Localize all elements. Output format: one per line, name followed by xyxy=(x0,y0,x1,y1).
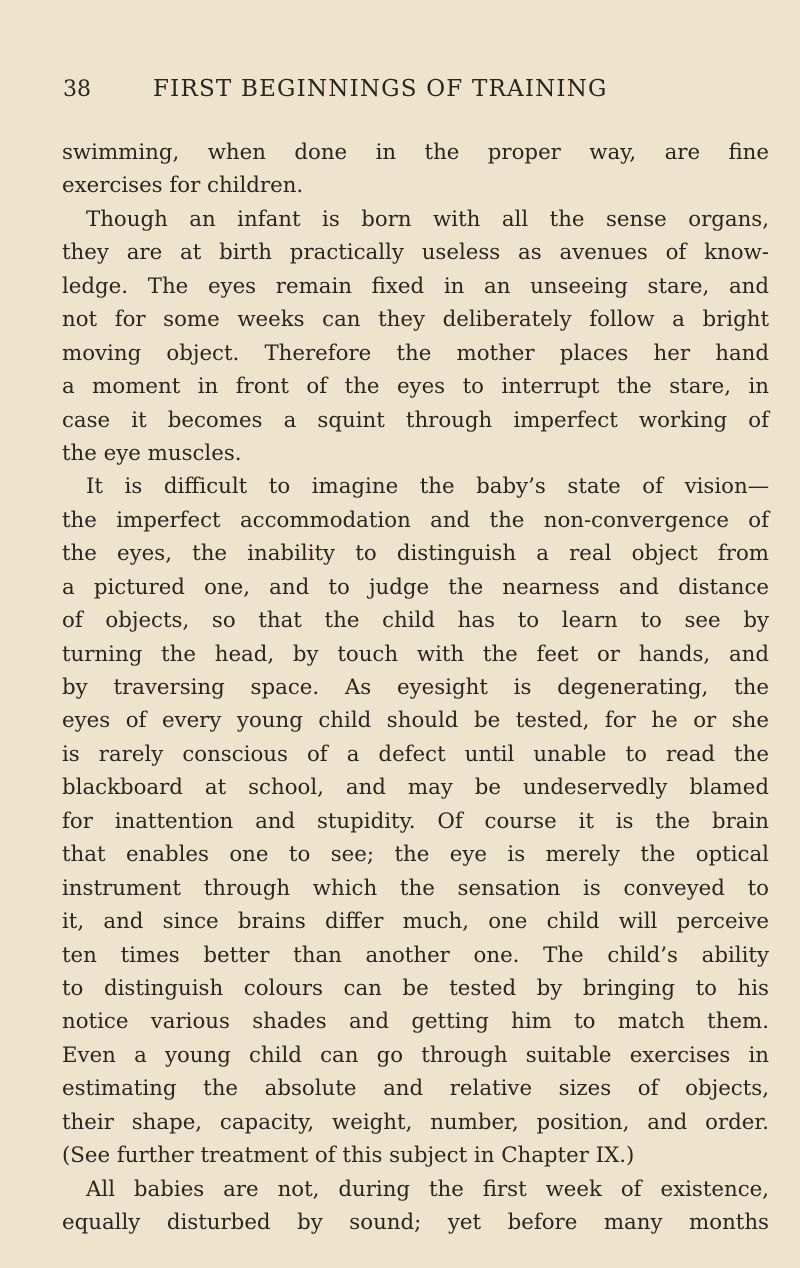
text-line: (See further treatment of this subject in Chapter IX.) xyxy=(62,1143,635,1169)
text-line: estimating the absolute and relative sizes of objects, xyxy=(62,1076,769,1102)
page-number: 38 xyxy=(63,77,91,102)
text-line: a moment in front of the eyes to interrupt the stare, in xyxy=(62,374,769,400)
text-line: the imperfect accommodation and the non-convergence of xyxy=(62,507,769,533)
text-line: to distinguish colours can be tested by bringing to his xyxy=(62,975,769,1001)
text-line: case it becomes a squint through imperfect working of xyxy=(62,407,769,433)
text-line: the eye muscles. xyxy=(62,440,242,466)
text-line: turning the head, by touch with the feet or hands, and xyxy=(62,641,769,667)
text-line: of objects, so that the child has to learn to see by xyxy=(62,608,769,634)
text-line: not for some weeks can they deliberately follow a bright xyxy=(62,307,769,333)
text-line: a pictured one, and to judge the nearness and distance xyxy=(62,574,769,600)
text-line: they are at birth practically useless as avenues of know- xyxy=(62,240,769,266)
text-line: notice various shades and getting him to match them. xyxy=(62,1009,769,1035)
text-line: exercises for children. xyxy=(62,173,304,199)
text-line: blackboard at school, and may be undeservedly blamed xyxy=(62,775,769,801)
text-line: All babies are not, during the first week of existence, xyxy=(86,1176,769,1202)
text-line: for inattention and stupidity. Of course it is the brain xyxy=(62,808,769,834)
body-text xyxy=(62,136,769,1239)
text-line: Though an infant is born with all the sense organs, xyxy=(86,206,769,232)
text-line: is rarely conscious of a defect until unable to read the xyxy=(62,741,769,767)
text-line: It is difficult to imagine the baby’s state of vision— xyxy=(86,474,769,500)
text-line: ledge. The eyes remain fixed in an unseeing stare, and xyxy=(62,273,769,299)
text-line: swimming, when done in the proper way, are fine xyxy=(62,140,769,165)
text-line: moving object. Therefore the mother places her hand xyxy=(62,340,769,366)
text-line: it, and since brains differ much, one child will perceive xyxy=(62,909,769,935)
text-line: that enables one to see; the eye is merely the optical xyxy=(62,842,769,868)
text-line: equally disturbed by sound; yet before many months xyxy=(62,1210,769,1235)
text-line: instrument through which the sensation is conveyed to xyxy=(62,875,769,901)
text-line: by traversing space. As eyesight is degenerating, the xyxy=(62,675,769,700)
text-line: their shape, capacity, weight, number, position, and order. xyxy=(62,1109,769,1135)
text-line: the eyes, the inability to distinguish a real object from xyxy=(62,541,769,567)
running-title: FIRST BEGINNINGS OF TRAINING xyxy=(153,76,608,102)
text-line: Even a young child can go through suitable exercises in xyxy=(62,1042,769,1068)
running-head xyxy=(63,76,763,102)
text-line: ten times better than another one. The child’s ability xyxy=(62,942,769,968)
text-line: eyes of every young child should be tested, for he or she xyxy=(62,708,769,734)
